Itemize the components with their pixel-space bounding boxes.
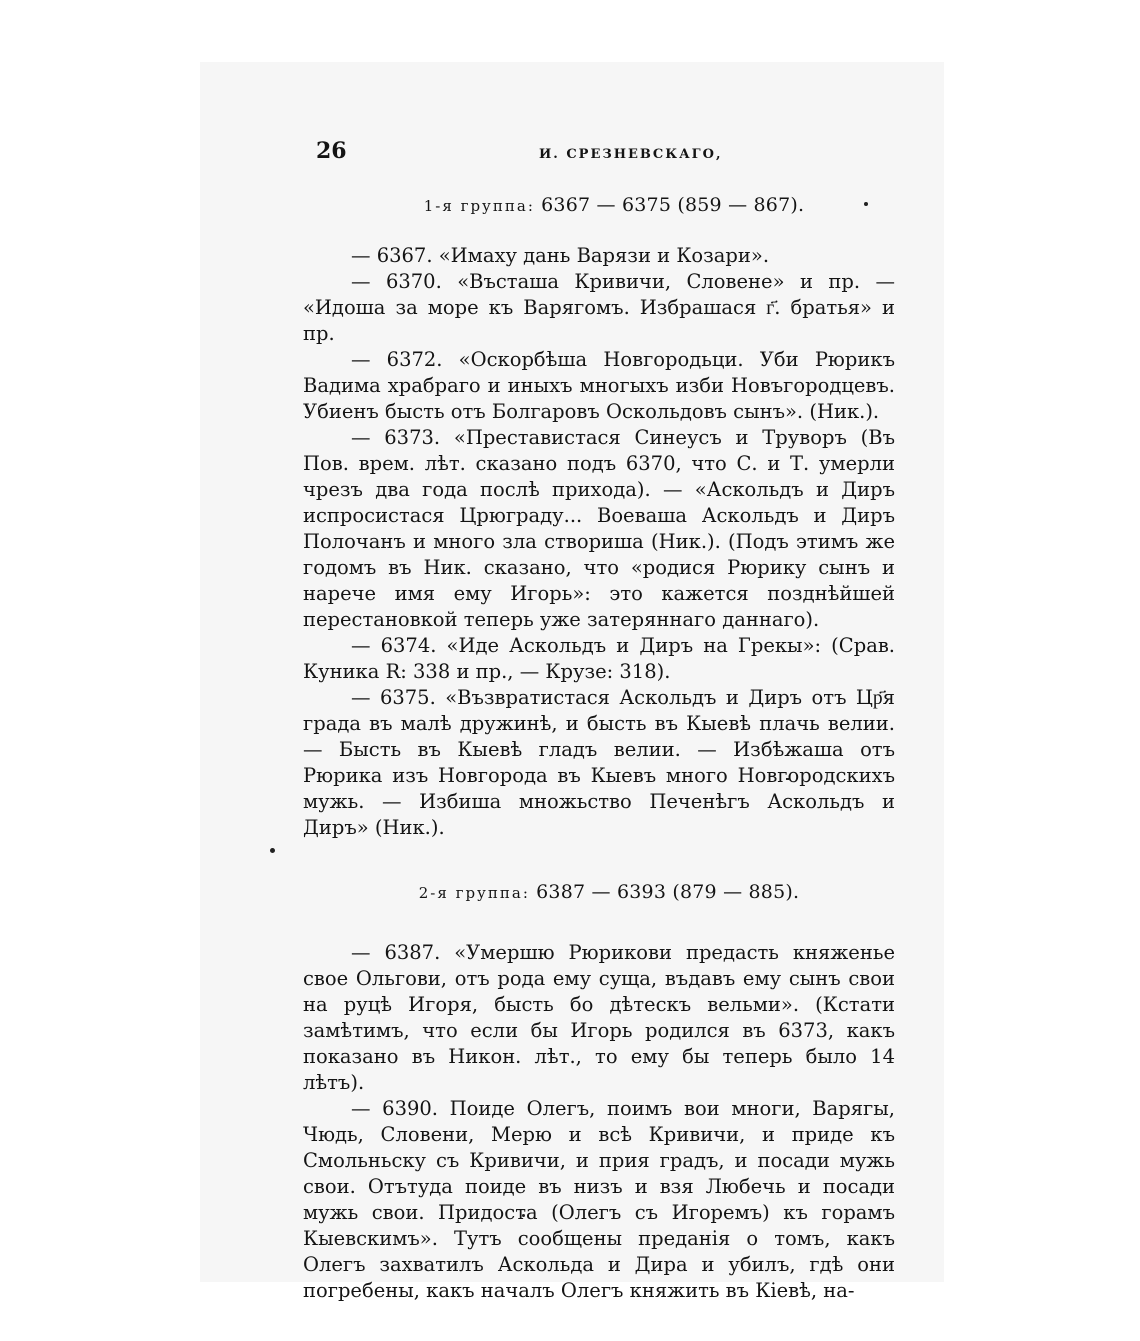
group-heading-label: 2-я группа: <box>418 884 530 902</box>
group-1-entries <box>303 243 895 841</box>
group-heading-label: 1-я группа: <box>423 197 535 215</box>
running-head-author: И. СРЕЗНЕВСКАГО, <box>539 147 723 162</box>
chronicle-entry-6372: — 6372. «Оскорбѣша Новгородьци. Уби Рюрикъ Вадима храбраго и иныхъ многыхъ изби Новъгородцевъ. Убиенъ бысть отъ Болгаровъ Оскольдовъ сынъ». (Ник.). <box>303 348 895 423</box>
group-heading-range: 6387 — 6393 (879 — 885). <box>536 881 800 903</box>
chronicle-entry-6367: — 6367. «Имаху дань Варязи и Козари». <box>351 244 770 267</box>
group-heading-range: 6367 — 6375 (859 — 867). <box>541 194 805 216</box>
group-heading-2 <box>323 879 895 906</box>
running-head <box>303 138 895 168</box>
chronicle-entry-6387: — 6387. «Умершю Рюрикови предасть княженье свое Ольгови, отъ рода ему суща, въдавъ ему сынъ свои на руцѣ Игоря, бысть бо дѣтескъ вельми». (Кстати замѣтимъ, что если бы Игорь родился въ 6373, какъ показано въ Никон. лѣт., то ему бы теперь было 14 лѣтъ). <box>303 941 895 1094</box>
page-number: 26 <box>316 138 347 164</box>
chronicle-entry-6370: — 6370. «Въсташа Кривичи, Словене» и пр. — «Идоша за море къ Варягомъ. Избрашася г҃. братья» и пр. <box>303 270 895 345</box>
speck-2 <box>270 848 275 853</box>
book-page <box>303 138 895 1304</box>
chronicle-entry-6390: — 6390. Поиде Олегъ, поимъ вои многи, Варягы, Чюдь, Словени, Мерю и всѣ Кривичи, и приде къ Смольньску съ Кривичи, и прия градъ, и посади мужь свои. Отътуда поиде въ низъ и взя Любечь и посади мужь свои. Придоста (Олегъ съ Игоремъ) къ горамъ Кыевскимъ». Тутъ сообщены преданія о томъ, какъ Олегъ захватилъ Аскольда и Дира и убилъ, гдѣ они погребены, какъ началъ Олегъ княжить въ Кіевѣ, на- <box>303 1097 895 1302</box>
chronicle-entry-6375: — 6375. «Възвратистася Аскольдъ и Диръ отъ Цр҃я града въ малѣ дружинѣ, и бысть въ Кыевѣ плачь велии. — Бысть въ Кыевѣ гладъ велии. — Избѣжаша отъ Рюрика изъ Новгорода въ Кыевъ много Новгородскихъ мужь. — Избиша множьство Печенѣгъ Аскольдъ и Диръ» (Ник.). <box>303 686 895 839</box>
group-2-entries <box>303 940 895 1304</box>
group-heading-1 <box>333 192 895 219</box>
chronicle-entry-6373: — 6373. «Преставистася Синеусъ и Труворъ (Въ Пов. врем. лѣт. сказано подъ 6370, что С. и Т. умерли чрезъ два года послѣ прихода). — «Аскольдъ и Диръ испросистася Црюграду... Воеваша Аскольдъ и Диръ Полочанъ и много зла створиша (Ник.). (Подъ этимъ же годомъ въ Ник. сказано, что «родися Рюрику сынъ и нарече имя ему Игорь»: это кажется позднѣйшей перестановкой теперь уже затеряннаго даннаго). <box>303 426 895 631</box>
chronicle-entry-6374: — 6374. «Иде Аскольдъ и Диръ на Грекы»: (Срав. Куника R: 338 и пр., — Крузе: 318). <box>303 634 895 683</box>
